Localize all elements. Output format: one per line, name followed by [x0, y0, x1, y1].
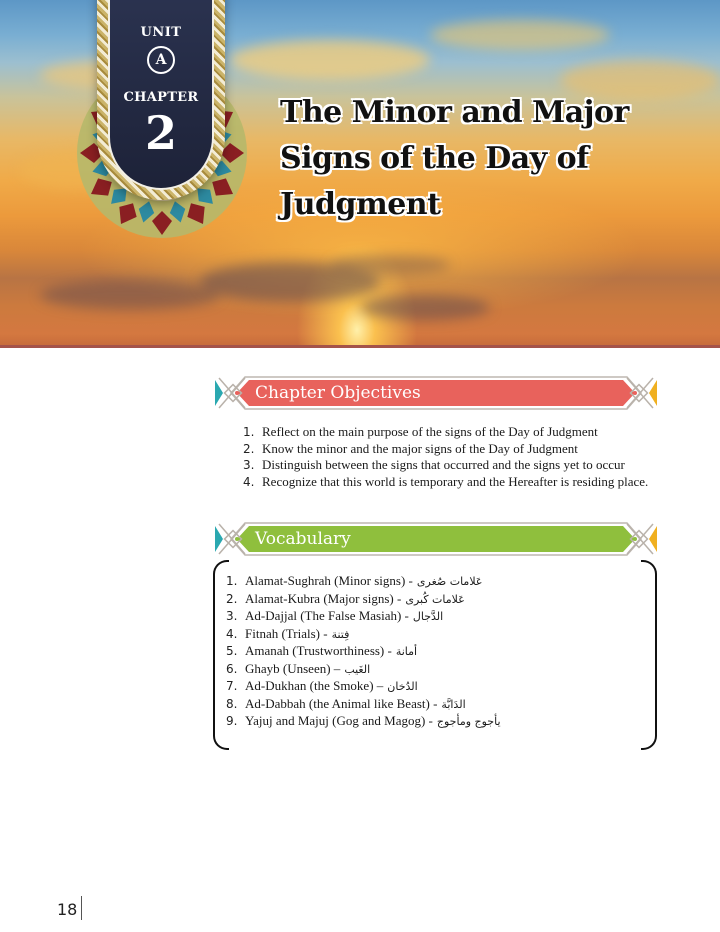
vocab-arabic: يأجوج ومأجوج [436, 715, 501, 728]
vocab-arabic: عَلامات كُبرى [405, 592, 465, 606]
vocab-term: Yajuj and Majuj (Gog and Magog) - [245, 713, 433, 728]
vocab-arabic: الدُخان [387, 680, 418, 693]
chapter-number: 2 [144, 106, 177, 160]
item-number: 3. [243, 458, 255, 472]
item-number: 2. [243, 441, 255, 456]
page-number-divider [81, 896, 82, 920]
vocab-item [226, 643, 636, 661]
page-number: 18 [57, 900, 78, 919]
item-number: 2. [226, 591, 238, 606]
hero-divider [0, 345, 720, 348]
hero-sunset-image [0, 0, 720, 348]
objective-item [243, 424, 683, 441]
title-line-1: The Minor and Major [280, 95, 629, 130]
title-line-2: Signs of the Day of [280, 141, 589, 176]
vocab-arabic: أمانة [395, 645, 418, 658]
vocab-arabic: الغَيب [344, 662, 371, 676]
item-number: 1. [243, 425, 255, 439]
item-number: 1. [226, 574, 238, 588]
vocab-item [226, 626, 636, 644]
item-number: 5. [226, 644, 238, 658]
vocab-term: Fitnah (Trials) - [245, 625, 328, 641]
vocab-item [226, 713, 636, 731]
unit-letter: A [147, 46, 175, 74]
vocab-term: Amanah (Trustworthiness) - [245, 643, 392, 658]
vocabulary-banner [215, 522, 657, 556]
item-number: 4. [243, 474, 255, 489]
objective-item [243, 457, 683, 474]
item-text: Distinguish between the signs that occurred and the signs yet to occur [262, 457, 625, 472]
objectives-banner [215, 376, 657, 410]
vocab-arabic: الدَّجال [412, 610, 444, 623]
vocab-term: Ad-Dabbah (the Animal like Beast) - [245, 695, 438, 711]
vocab-term: Alamat-Kubra (Major signs) - [245, 590, 402, 606]
vocab-item [226, 678, 636, 696]
item-number: 6. [226, 661, 238, 676]
item-text: Recognize that this world is temporary and the Hereafter is residing place. [262, 473, 649, 489]
vocab-term: Ad-Dukhan (the Smoke) – [245, 678, 384, 693]
title-line-3: Judgment [280, 187, 441, 222]
vocabulary-heading: Vocabulary [255, 529, 351, 549]
objectives-heading: Chapter Objectives [255, 383, 421, 403]
vocab-item [226, 573, 636, 591]
item-number: 7. [226, 679, 238, 693]
vocabulary-list [226, 573, 636, 731]
objective-item [243, 474, 683, 491]
vocab-term: Alamat-Sughrah (Minor signs) - [245, 573, 413, 588]
vocab-item [226, 661, 636, 679]
objective-item [243, 441, 683, 458]
unit-label: UNIT [140, 25, 182, 40]
chapter-label: CHAPTER [123, 90, 199, 105]
chapter-badge [108, 0, 214, 190]
item-text: Reflect on the main purpose of the signs of the Day of Judgment [262, 424, 598, 439]
item-number: 3. [226, 609, 238, 623]
vocab-arabic: عَلامات صُغرى [416, 575, 483, 588]
item-number: 9. [226, 714, 238, 728]
chapter-title [280, 90, 700, 228]
vocab-arabic: فِتنة [331, 627, 350, 641]
vocab-term: Ad-Dajjal (The False Masiah) - [245, 608, 409, 623]
item-number: 4. [226, 626, 238, 641]
vocab-term: Ghayb (Unseen) – [245, 660, 341, 676]
item-number: 8. [226, 696, 238, 711]
item-text: Know the minor and the major signs of the Day of Judgment [262, 440, 578, 456]
vocab-item [226, 591, 636, 609]
objectives-list [243, 424, 683, 490]
vocab-arabic: الدَابَّة [441, 697, 466, 711]
vocab-item [226, 696, 636, 714]
vocab-item [226, 608, 636, 626]
